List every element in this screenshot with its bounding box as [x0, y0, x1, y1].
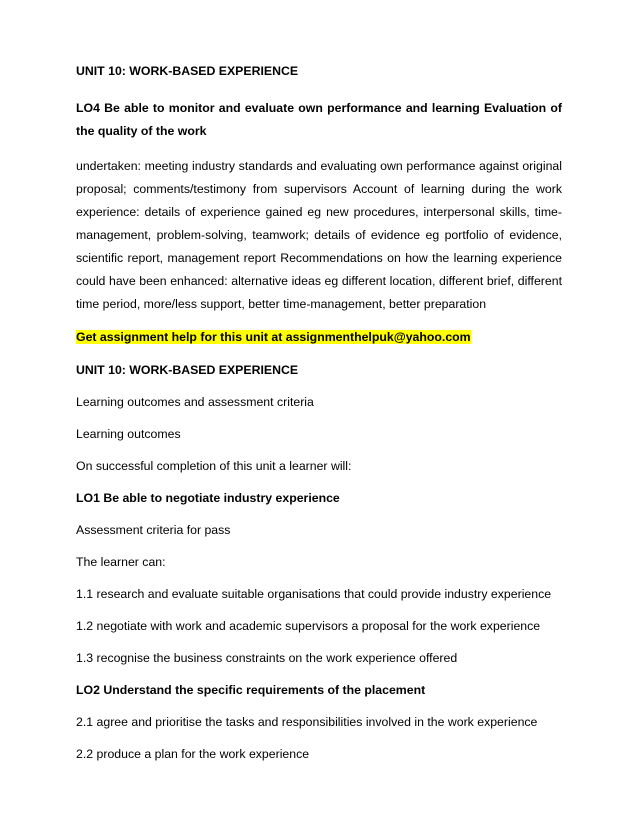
outcomes-criteria-text: Learning outcomes and assessment criteria — [76, 395, 314, 409]
promo-highlight: Get assignment help for this unit at assignmenthelpuk@yahoo.com — [76, 330, 471, 344]
on-completion-text: On successful completion of this unit a learner will: — [76, 459, 352, 473]
criterion-1-2: 1.2 negotiate with work and academic supervisors a proposal for the work experience — [76, 619, 541, 633]
criteria-pass-text: Assessment criteria for pass — [76, 523, 231, 537]
criterion-2-2: 2.2 produce a plan for the work experience — [76, 747, 310, 761]
learning-outcomes-text: Learning outcomes — [76, 427, 181, 441]
unit-heading: UNIT 10: WORK-BASED EXPERIENCE — [76, 64, 299, 78]
lo1-heading: LO1 Be able to negotiate industry experience — [76, 491, 340, 505]
criterion-1-1: 1.1 research and evaluate suitable organisations that could provide industry experience — [76, 587, 552, 601]
lo4-body: undertaken: meeting industry standards and evaluating own performance against original proposal; comments/testimony from supervisors Account of learning during the work experience: details of experience gained eg new procedures, interpersonal skills, time-management, problem-solving, teamwork; details of evidence eg portfolio of evidence, scientific report, management report Recommendations on how the learning experience could have been enhanced: alternative ideas eg different location, different brief, different time period, more/less support, better time-management, better preparation — [76, 159, 562, 311]
promo-line — [76, 326, 562, 349]
lo2-heading: LO2 Understand the specific requirements of the placement — [76, 683, 426, 697]
unit-heading-repeat: UNIT 10: WORK-BASED EXPERIENCE — [76, 363, 299, 377]
criterion-1-3: 1.3 recognise the business constraints on the work experience offered — [76, 651, 458, 665]
learner-can-text: The learner can: — [76, 555, 166, 569]
lo4-heading: LO4 Be able to monitor and evaluate own performance and learning Evaluation of the quality of the work — [76, 101, 562, 138]
document-page — [76, 60, 562, 775]
criterion-2-1: 2.1 agree and prioritise the tasks and responsibilities involved in the work experience — [76, 715, 538, 729]
